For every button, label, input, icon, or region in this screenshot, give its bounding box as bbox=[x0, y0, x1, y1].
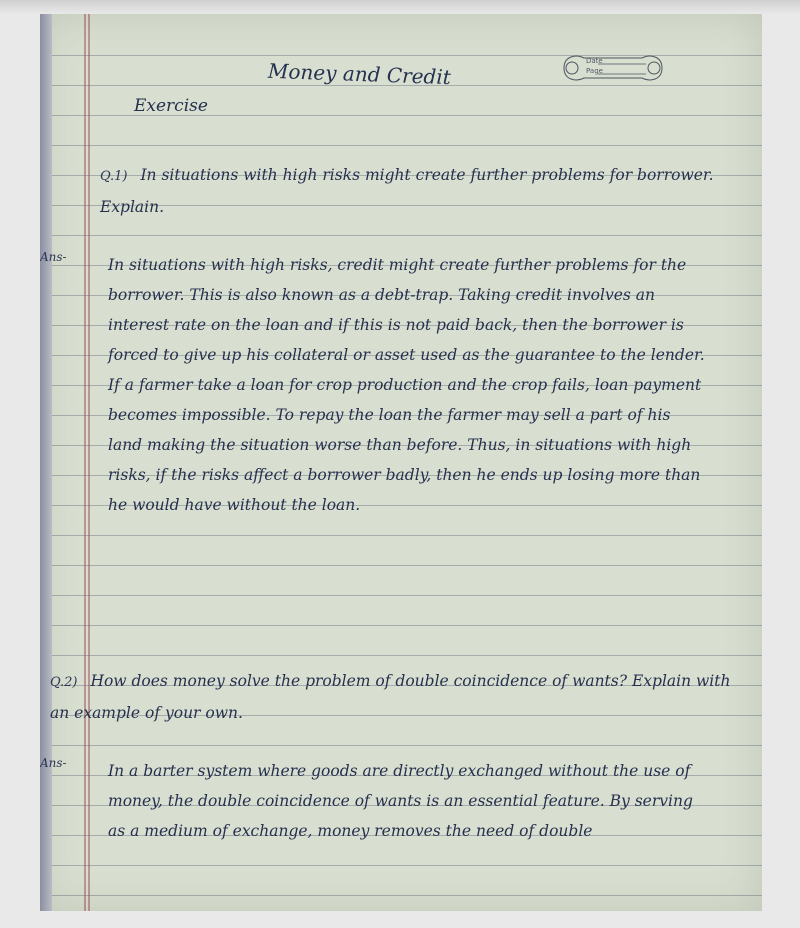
date-label: Date bbox=[586, 57, 603, 65]
answer-1-label: Ans- bbox=[40, 250, 67, 264]
notebook-page bbox=[40, 14, 762, 911]
binding-edge bbox=[40, 14, 52, 911]
page-title: Money and Credit bbox=[267, 58, 452, 90]
answer-1-text: In situations with high risks, credit might create further problems for the borrower. This is also known as a debt-trap. Taking credit involves an interest rate on the loan and if this is not paid back, then the borrower is forced to give up his collateral or asset used as the guarantee to the lender. If a farmer take a loan for crop production and the crop fails, loan payment becomes impossible. To repay the loan the farmer may sell a part of his land making the situation worse than before. Thus, in situations with high risks, if the risks affect a borrower badly, then he ends up losing more than he would have without the loan. bbox=[108, 256, 705, 514]
exercise-heading: Exercise bbox=[134, 96, 208, 116]
page-label: Page bbox=[586, 67, 603, 75]
question-1 bbox=[100, 160, 750, 222]
question-2-label: Q.2) bbox=[50, 675, 78, 690]
date-page-box bbox=[550, 50, 676, 86]
question-1-label: Q.1) bbox=[100, 169, 128, 184]
date-box-frame-icon bbox=[550, 50, 676, 86]
top-shadow bbox=[0, 0, 800, 14]
question-1-text: In situations with high risks might create further problems for borrower. Explain. bbox=[100, 166, 714, 216]
margin-line-right bbox=[88, 14, 90, 911]
answer-2-text: In a barter system where goods are directly exchanged without the use of money, the double coincidence of wants is an essential feature. By serving as a medium of exchange, money removes the need of double bbox=[108, 762, 693, 840]
margin-line-left bbox=[84, 14, 86, 911]
question-2-text: How does money solve the problem of double coincidence of wants? Explain with an example of your own. bbox=[50, 672, 731, 722]
question-2 bbox=[50, 666, 750, 728]
answer-2-label: Ans- bbox=[40, 756, 67, 770]
